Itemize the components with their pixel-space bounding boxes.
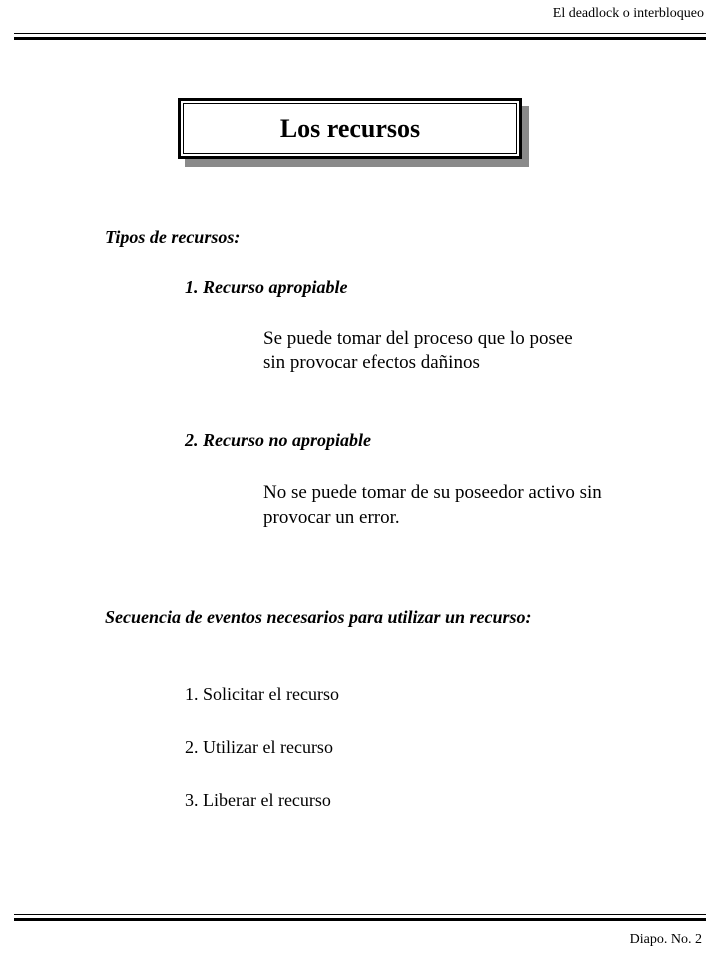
section-heading-sequence: Secuencia de eventos necesarios para utilizar un recurso: <box>105 607 532 627</box>
title-inner-frame <box>183 103 517 154</box>
sequence-step: 2. Utilizar el recurso <box>185 737 333 757</box>
resource-type-label: 1. Recurso apropiable <box>185 277 348 297</box>
resource-type-label: 2. Recurso no apropiable <box>185 430 372 450</box>
sequence-step: 3. Liberar el recurso <box>185 790 331 810</box>
title-box <box>178 98 522 159</box>
resource-type-description-line: provocar un error. <box>263 507 400 528</box>
running-title: El deadlock o interbloqueo <box>552 6 704 21</box>
resource-type-description-line: No se puede tomar de su poseedor activo sin <box>263 482 602 503</box>
header-rule <box>14 33 706 40</box>
section-heading-types: Tipos de recursos: <box>105 227 241 247</box>
slide-number: Diapo. No. 2 <box>629 932 702 947</box>
resource-type-description-line: Se puede tomar del proceso que lo posee <box>263 328 573 349</box>
footer-rule <box>14 914 706 921</box>
page-title: Los recursos <box>279 113 421 143</box>
sequence-step: 1. Solicitar el recurso <box>185 684 339 704</box>
resource-type-description-line: sin provocar efectos dañinos <box>263 352 480 373</box>
